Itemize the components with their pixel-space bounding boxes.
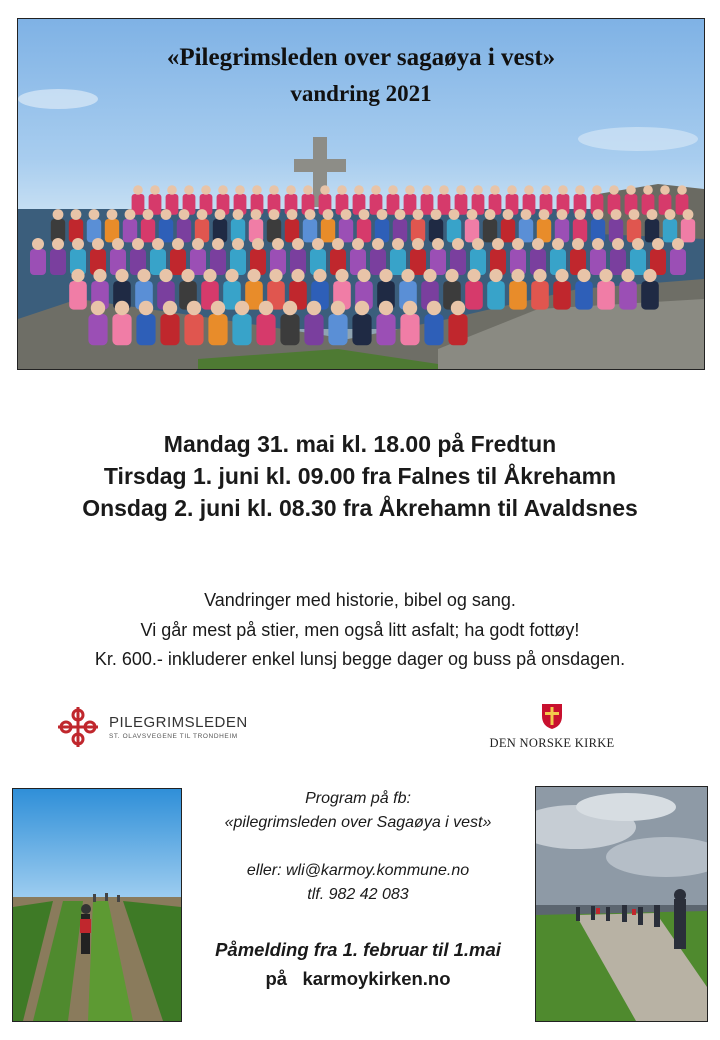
description-line: Kr. 600.- inkluderer enkel lunsj begge dager og buss på onsdagen.: [94, 649, 626, 669]
contact-email[interactable]: eller: wli@karmoy.kommune.no: [246, 862, 470, 879]
den-norske-kirke-logo: [480, 702, 630, 754]
hikers-trail-photo: [535, 786, 708, 1022]
contact-phone: tlf. 982 42 083: [307, 886, 409, 903]
den-norske-kirke-name: DEN NORSKE KIRKE: [489, 736, 615, 750]
group-photo: [17, 18, 705, 370]
program-facebook-label: Program på fb:: [305, 790, 411, 807]
registration-period: Påmelding fra 1. februar til 1.mai: [215, 939, 501, 960]
pilegrimsleden-subtitle: ST. OLAVSVEGENE TIL TRONDHEIM: [109, 733, 238, 740]
program-facebook-name: «pilegrimsleden over Sagaøya i vest»: [224, 814, 492, 831]
pilegrimsleden-name: PILEGRIMSLEDEN: [109, 714, 248, 731]
description-line: Vi går mest på stier, men også litt asfalt; ha godt fottøy!: [140, 620, 580, 640]
field-path-photo: [12, 788, 182, 1022]
registration-website[interactable]: på karmoykirken.no: [265, 968, 451, 989]
hikers-trail-illustration: [536, 787, 707, 1021]
photo-title: «Pilegrimsleden over sagaøya i vest»: [166, 44, 556, 71]
pilgrim-cross-icon: [55, 704, 101, 750]
schedule-line-monday: Mandag 31. mai kl. 18.00 på Fredtun: [163, 431, 557, 457]
description-line: Vandringer med historie, bibel og sang.: [204, 590, 516, 610]
pilegrimsleden-logo: [55, 704, 255, 750]
church-shield-icon: [540, 702, 564, 730]
schedule-line-wednesday: Onsdag 2. juni kl. 08.30 fra Åkrehamn til Avaldsnes: [82, 495, 638, 521]
field-path-illustration: [13, 789, 181, 1021]
photo-subtitle: vandring 2021: [290, 81, 432, 106]
schedule-line-tuesday: Tirsdag 1. juni kl. 09.00 fra Falnes til Åkrehamn: [103, 463, 617, 489]
